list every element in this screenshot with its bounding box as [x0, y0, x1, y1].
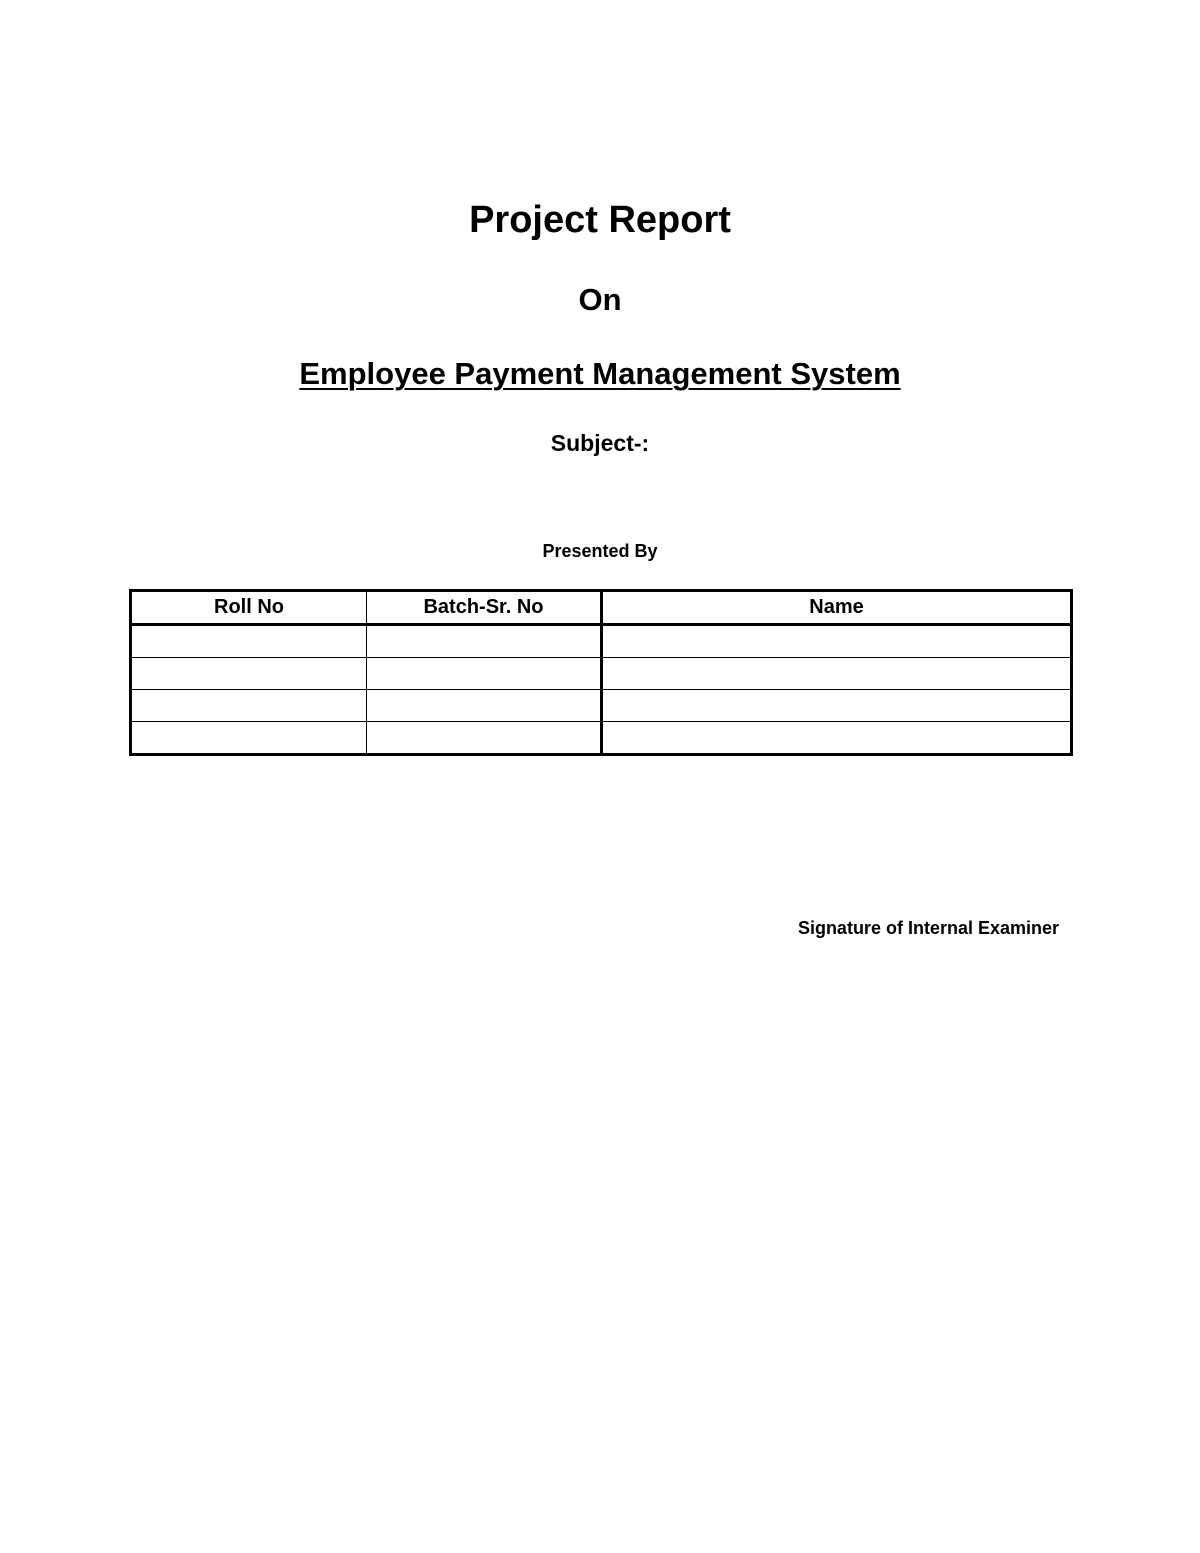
column-header-roll-no: Roll No: [131, 591, 367, 625]
students-table: [129, 589, 1073, 756]
name-cell[interactable]: [602, 722, 1072, 755]
table-row: [131, 658, 1072, 690]
roll-no-cell[interactable]: [131, 722, 367, 755]
subject-label: Subject-:: [550, 430, 650, 456]
project-name-heading: [0, 354, 1200, 394]
on-label: On: [578, 282, 622, 317]
roll-no-cell[interactable]: [131, 625, 367, 658]
column-header-batch-sr-no: Batch-Sr. No: [367, 591, 602, 625]
project-name: Employee Payment Management System: [299, 356, 901, 391]
batch-sr-no-cell[interactable]: [367, 690, 602, 722]
report-title: Project Report: [469, 199, 731, 241]
name-cell[interactable]: [602, 690, 1072, 722]
batch-sr-no-cell[interactable]: [367, 625, 602, 658]
name-cell[interactable]: [602, 625, 1072, 658]
name-cell[interactable]: [602, 658, 1072, 690]
signature-label: Signature of Internal Examiner: [797, 918, 1059, 938]
table-header-row: [131, 591, 1072, 625]
presented-by-label: Presented By: [542, 541, 658, 561]
table-row: [131, 690, 1072, 722]
batch-sr-no-cell[interactable]: [367, 658, 602, 690]
table-row: [131, 625, 1072, 658]
column-header-name: Name: [602, 591, 1072, 625]
batch-sr-no-cell[interactable]: [367, 722, 602, 755]
roll-no-cell[interactable]: [131, 658, 367, 690]
roll-no-cell[interactable]: [131, 690, 367, 722]
table-row: [131, 722, 1072, 755]
